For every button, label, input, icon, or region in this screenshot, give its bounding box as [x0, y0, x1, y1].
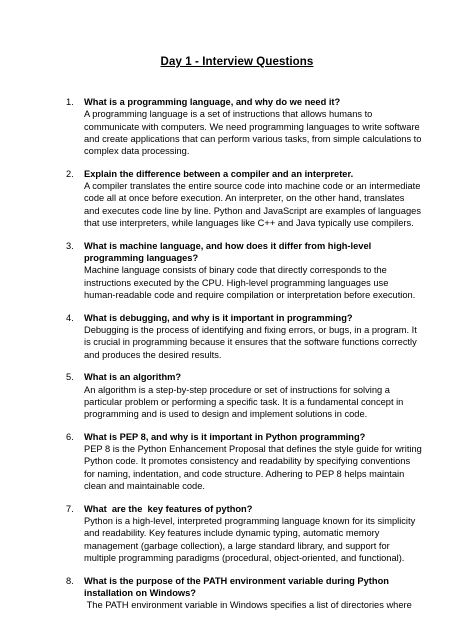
question-item-5 [66, 371, 422, 420]
question-text: What is machine language, and how does it differ from high-level programming languages? [84, 240, 374, 264]
question-body [84, 575, 422, 612]
question-number: 2. [66, 168, 74, 179]
question-item-6 [66, 431, 425, 492]
question-item-2 [66, 168, 422, 229]
answer-text: An algorithm is a step-by-step procedure or set of instructions for solving a particular problem or performing a specific task. It is a fundamental concept in programming and is used to design and implement solutions in code. [84, 384, 406, 420]
question-number: 7. [66, 503, 74, 514]
question-body [84, 96, 425, 157]
question-body [84, 431, 425, 492]
question-body [84, 312, 422, 361]
question-body [84, 168, 422, 229]
answer-text: The PATH environment variable in Windows specifies a list of directories where [84, 600, 412, 611]
question-number: 5. [66, 372, 74, 383]
question-item-3 [66, 240, 422, 301]
question-body [84, 240, 422, 301]
question-item-7 [66, 503, 422, 564]
question-number: 3. [66, 240, 74, 251]
question-text: What is debugging, and why is it important in programming? [84, 312, 353, 323]
answer-text: A compiler translates the entire source code into machine code or an intermediate code all at once before execution. An interpreter, on the other hand, translates and executes code line by line. Python and JavaScript are examples of languages that use interpreters, while languages like C++ and Java typically use compilers. [84, 181, 424, 229]
question-number: 1. [66, 97, 74, 107]
question-text: What is PEP 8, and why is it important in Python programming? [84, 431, 366, 442]
question-number: 8. [66, 575, 74, 586]
question-item-8 [66, 575, 422, 612]
answer-text: Debugging is the process of identifying and fixing errors, or bugs, in a program. It is crucial in programming because it ensures that the software functions correctly and produces the desired results. [84, 324, 420, 360]
question-text: What is an algorithm? [84, 372, 182, 383]
question-list [66, 96, 425, 622]
question-text: Explain the difference between a compiler and an interpreter. [84, 168, 354, 179]
answer-text: PEP 8 is the Python Enhancement Proposal that defines the style guide for writing Python code. It promotes consistency and readability by specifying conventions for naming, indentation, and code structure. Adhering to PEP 8 helps maintain clean and maintainable code. [84, 444, 425, 491]
question-text: What are the key features of python? [84, 503, 253, 514]
question-body [84, 371, 422, 420]
question-number: 6. [66, 431, 74, 442]
answer-text: Python is a high-level, interpreted programming language known for its simplicity and readability. Key features include dynamic typing, automatic memory management (garbage collection), a large standard library, and support for multiple programming paradigms (procedural, object-oriented, and functional). [84, 515, 418, 563]
answer-text: Machine language consists of binary code that directly corresponds to the instructions executed by the CPU. High-level programming languages use human-readable code and require compilation or interpretation before execution. [84, 265, 416, 300]
question-text: What is a programming language, and why do we need it? [84, 97, 341, 107]
question-item-4 [66, 312, 422, 361]
answer-text: A programming language is a set of instructions that allows humans to communicate with computers. We need programming languages to write software and create applications that can perform various tasks, from simple calculations to complex data processing. [84, 109, 425, 157]
question-item-1 [66, 96, 425, 157]
question-number: 4. [66, 312, 74, 323]
question-body [84, 503, 422, 564]
question-text: What is the purpose of the PATH environment variable during Python installation on Windows? [84, 575, 392, 598]
document-title: Day 1 - Interview Questions [160, 56, 314, 68]
